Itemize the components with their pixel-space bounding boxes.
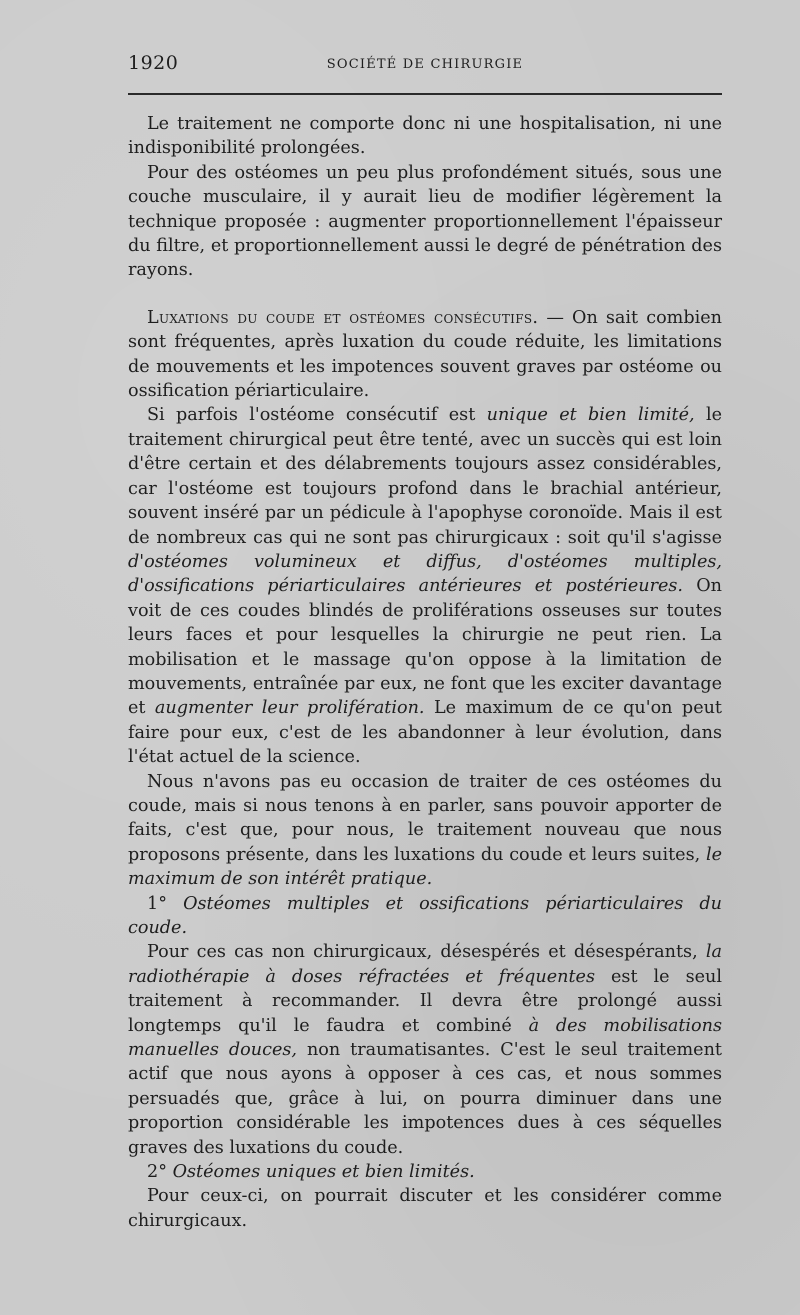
p7-italic-2: à des mobilisations manuelles douces, — [128, 1015, 722, 1061]
page-header — [128, 52, 722, 86]
p4-italic-3: augmenter leur prolifération. — [154, 698, 425, 719]
p4-text-1: Si parfois l'ostéome consécutif est — [147, 405, 487, 426]
paragraph-8 — [128, 1160, 722, 1184]
body-text — [128, 112, 722, 1233]
p4-text-2: le traitement chirurgical peut être tenté, avec un succès qui est loin d'être certain et des délabrements toujours assez considérables, car l'ostéome est toujours profond dans le brachial antérieur, souvent inséré par un pédicule à l'apophyse coronoïde. Mais il est de nombreux cas qui ne sont pas chirurgicaux : soit qu'il s'agisse — [128, 405, 723, 548]
paragraph-6 — [128, 892, 722, 941]
p5-italic-1: le maximum de son intérêt pratique. — [128, 844, 722, 890]
p7-italic-1: la radiothérapie à doses réfractées et fréquentes — [128, 942, 722, 987]
p4-text-3: On voit de ces coudes blindés de proliférations osseuses sur toutes leurs faces et pour lesquelles la chirurgie ne peut rien. La mobilisation et le massage qu'on oppose à la limitation de mouvements, entraînée par eux, ne font que les exciter davantage et — [128, 576, 722, 719]
p6-number: 1° — [147, 893, 167, 914]
p8-number: 2° — [147, 1162, 167, 1183]
section-heading: Luxations du coude et ostéomes consécutifs. — [147, 307, 539, 328]
p7-text-2: est le seul traitement à recommander. Il devra être prolongé aussi longtemps qu'il le faudra et combiné — [128, 966, 722, 1036]
paragraph-2: Pour des ostéomes un peu plus profondément situés, sous une couche musculaire, il y aurait lieu de modifier légèrement la technique proposée : augmenter proportionnellement l'épaisseur du filtre, et proportionnellement aussi le degré de pénétration des rayons. — [128, 162, 722, 281]
paragraph-3 — [128, 306, 722, 404]
p5-text-1: Nous n'avons pas eu occasion de traiter de ces ostéomes du coude, mais si nous tenons à en parler, sans pouvoir apporter de faits, c'est que, pour nous, le traitement nouveau que nous proposons présente, dans les luxations du coude et leurs suites, — [128, 771, 722, 865]
p6-italic-1: Ostéomes multiples et ossifications périarticulaires du coude. — [128, 893, 722, 938]
p4-text-4: Le maximum de ce qu'on peut faire pour eux, c'est de les abandonner à leur évolution, dans l'état actuel de la science. — [128, 698, 723, 768]
p4-italic-1: unique et bien limité, — [486, 405, 695, 426]
paragraph-7 — [128, 940, 722, 1160]
paragraph-3-text: — On sait combien sont fréquentes, après luxation du coude réduite, les limitations de mouvements et les impotences souvent graves par ostéome ou ossification périarticulaire. — [128, 307, 722, 402]
paragraph-9: Pour ceux-ci, on pourrait discuter et les considérer comme chirurgicaux. — [128, 1186, 722, 1231]
paragraph-1: Le traitement ne comporte donc ni une hospitalisation, ni une indisponibilité prolongées. — [128, 114, 722, 159]
p7-text-1: Pour ces cas non chirurgicaux, désespérés et désespérants, — [147, 942, 706, 963]
p8-italic-1: Ostéomes uniques et bien limités. — [167, 1162, 475, 1183]
p4-italic-2: d'ostéomes volumineux et diffus, d'ostéomes multiples, d'ossifications périarticulaires antérieures et postérieures. — [128, 551, 722, 597]
header-rule — [128, 93, 722, 95]
paragraph-5 — [128, 770, 722, 892]
running-head: SOCIÉTÉ DE CHIRURGIE — [326, 57, 524, 72]
page-number: 1920 — [128, 52, 179, 74]
p7-text-3: non traumatisantes. C'est le seul traitement actif que nous ayons à opposer à ces cas, et nous sommes persuadés que, grâce à lui, on pourra diminuer dans une proportion considérable les impotences dues à ces séquelles graves des luxations du coude. — [128, 1040, 722, 1158]
paragraph-4 — [128, 403, 722, 769]
